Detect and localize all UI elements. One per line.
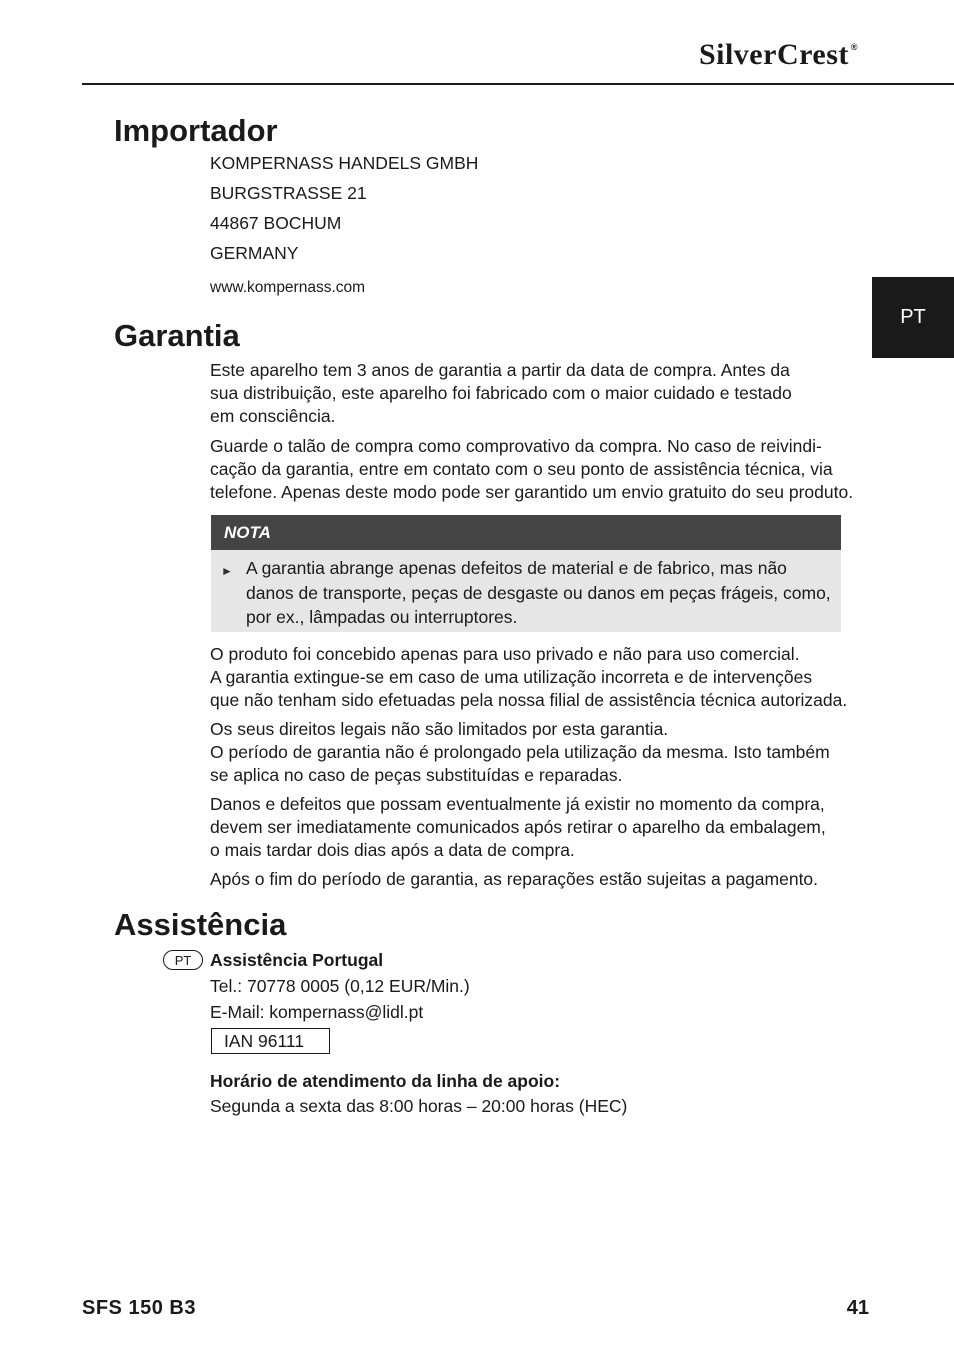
- assistencia-heading: Assistência: [114, 907, 287, 942]
- nota-header: NOTA: [211, 515, 841, 550]
- footer-model: SFS 150 B3: [82, 1297, 196, 1319]
- bullet-arrow-icon: ►: [221, 564, 233, 578]
- garantia-paragraph-2: Guarde o talão de compra como comprovativo da compra. No caso de reivindi- cação da garantia, entre em contato com o seu ponto de assistência técnica, via telefone. Apenas deste modo pode ser garantido um envio gratuito do seu produto.: [210, 436, 854, 502]
- garantia-paragraph-4: Os seus direitos legais não são limitados por esta garantia. O período de garantia não é prolongado pela utilização da mesma. Isto também se aplica no caso de peças substituídas e reparadas.: [210, 719, 830, 785]
- importador-heading: Importador: [114, 113, 278, 148]
- service-phone: Tel.: 70778 0005 (0,12 EUR/Min.): [210, 976, 470, 996]
- nota-text: A garantia abrange apenas defeitos de material e de fabrico, mas não danos de transporte, peças de desgaste ou danos em peças frágeis, como, por ex., lâmpadas ou interruptores.: [246, 558, 831, 627]
- nota-box: [211, 550, 841, 632]
- brand-logo: SilverCrest ®: [698, 38, 858, 71]
- hours-text: Segunda a sexta das 8:00 horas – 20:00 horas (HEC): [210, 1096, 628, 1116]
- header-rule: [82, 83, 954, 85]
- page-number: 41: [846, 1297, 869, 1319]
- website-link[interactable]: www.kompernass.com: [210, 279, 366, 296]
- garantia-heading: Garantia: [114, 318, 240, 353]
- country-badge: PT: [163, 950, 203, 970]
- garantia-paragraph-6: Após o fim do período de garantia, as reparações estão sujeitas a pagamento.: [210, 869, 819, 889]
- garantia-paragraph-1: Este aparelho tem 3 anos de garantia a partir da data de compra. Antes da sua distribuição, este aparelho foi fabricado com o maior cuidado e testado em consciência.: [210, 360, 792, 426]
- service-email[interactable]: E-Mail: kompernass@lidl.pt: [210, 1002, 424, 1022]
- hours-title: Horário de atendimento da linha de apoio:: [210, 1071, 561, 1091]
- ian-box: IAN 96111: [211, 1028, 330, 1054]
- address-line: KOMPERNASS HANDELS GMBH: [210, 153, 479, 173]
- address-line: BURGSTRASSE 21: [210, 183, 367, 203]
- service-name: Assistência Portugal: [210, 950, 384, 970]
- address-line: 44867 BOCHUM: [210, 213, 342, 233]
- garantia-paragraph-3: O produto foi concebido apenas para uso privado e não para uso comercial. A garantia extingue-se em caso de uma utilização incorreta e de intervenções que não tenham sido efetuadas pela nossa filial de assistência técnica autorizada.: [210, 644, 848, 710]
- address-line: GERMANY: [210, 243, 299, 263]
- garantia-paragraph-5: Danos e defeitos que possam eventualmente já existir no momento da compra, devem ser imediatamente comunicados após retirar o aparelho da embalagem, o mais tardar dois dias após a data de compra.: [210, 794, 826, 860]
- language-tab: PT: [872, 277, 954, 358]
